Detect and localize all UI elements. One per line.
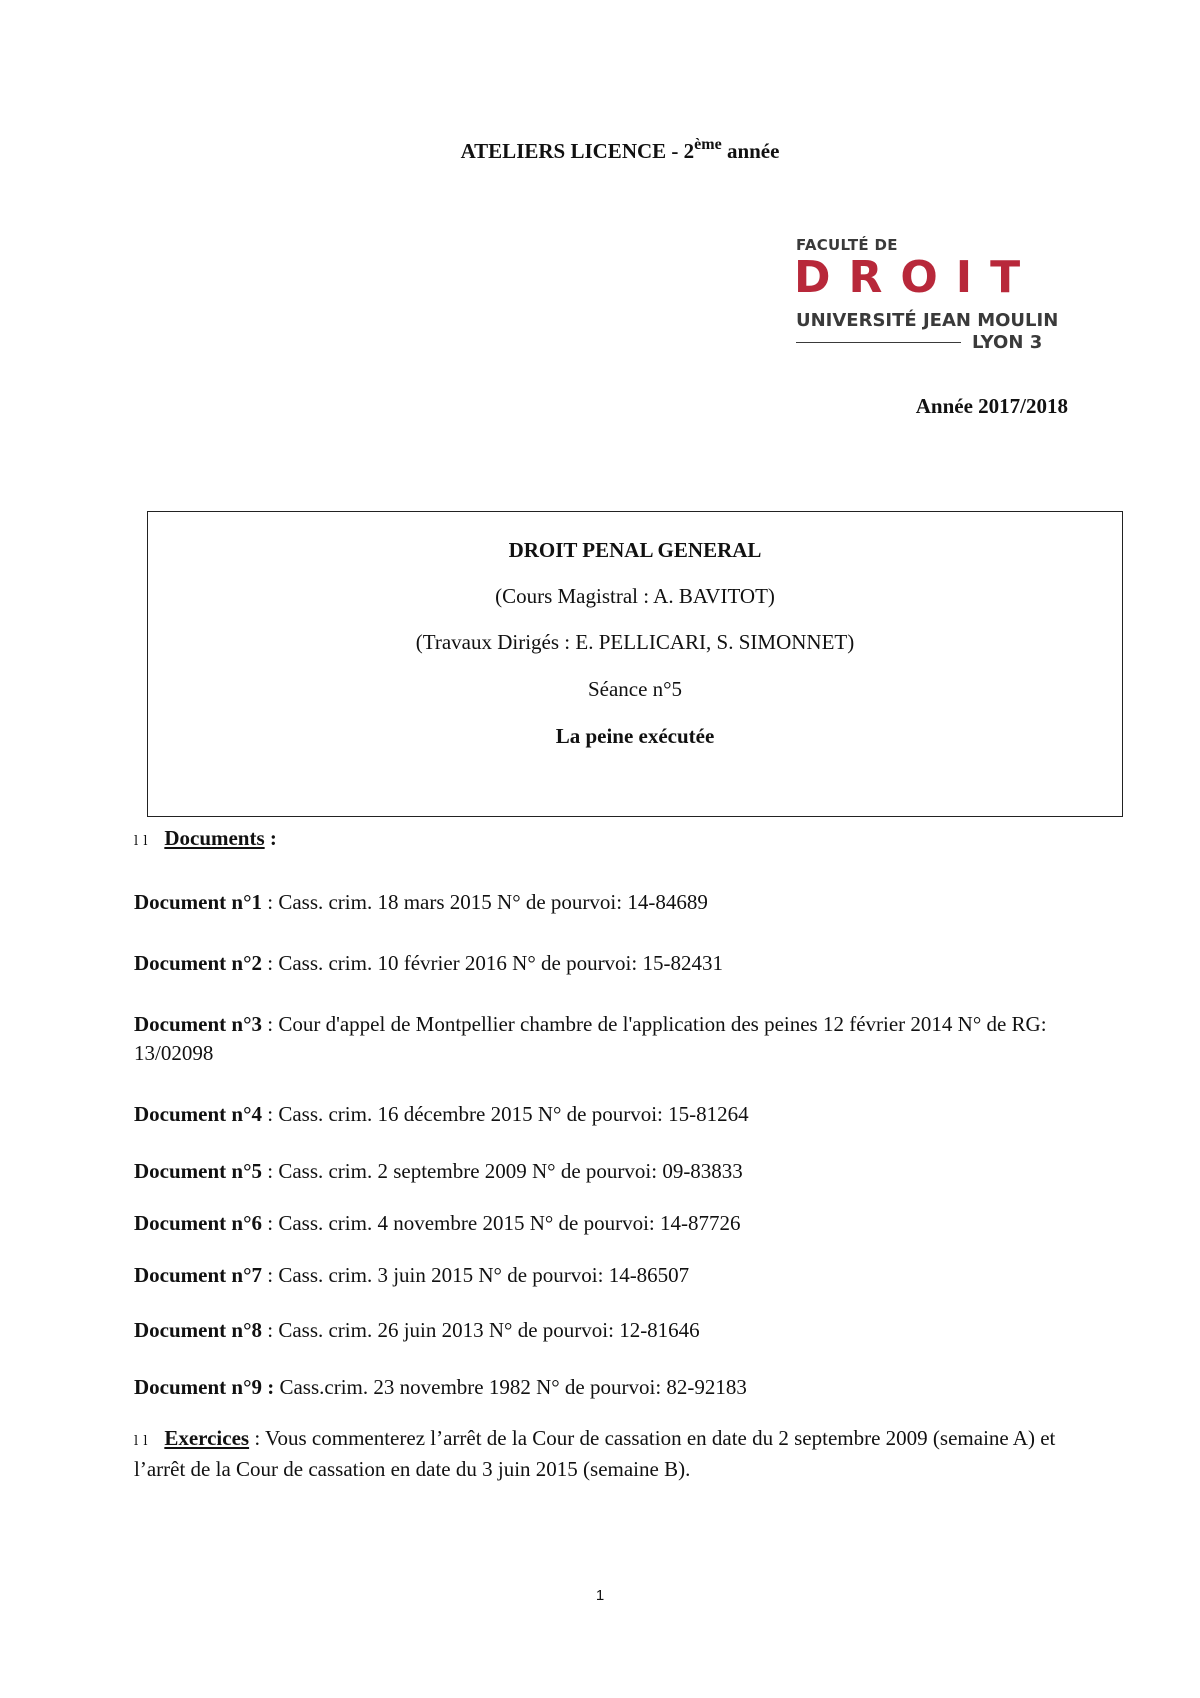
course-lecturer: (Cours Magistral : A. BAVITOT): [495, 584, 775, 608]
document-label: Document n°5: [134, 1159, 262, 1183]
document-item-2: [134, 949, 1094, 978]
title-superscript: ème: [694, 136, 722, 153]
document-label: Document n°8: [134, 1318, 262, 1342]
logo-divider: [796, 342, 961, 343]
document-item-1: [134, 888, 1094, 917]
document-item-9: [134, 1373, 1094, 1402]
documents-heading-label: Documents: [164, 826, 265, 850]
document-item-8: [134, 1316, 1094, 1345]
document-item-4: [134, 1100, 1094, 1129]
document-item-7: [134, 1261, 1094, 1290]
bullet-icon: ⅼ ⅼ: [134, 1433, 149, 1448]
document-label: Document n°9 :: [134, 1375, 275, 1399]
document-ref: : Cass. crim. 10 février 2016 N° de pourvoi: 15-82431: [261, 951, 723, 975]
exercises-heading: Exercices: [164, 1426, 250, 1450]
documents-heading: [134, 826, 277, 851]
exercises-paragraph: [134, 1424, 1094, 1484]
document-ref: : Cass. crim. 2 septembre 2009 N° de pourvoi: 09-83833: [261, 1159, 743, 1183]
session-subject: La peine exécutée: [555, 724, 715, 748]
document-label: Document n°1: [134, 890, 262, 914]
logo-line-faculte: FACULTÉ DE: [796, 236, 898, 254]
document-item-3: [134, 1010, 1094, 1068]
academic-year: Année 2017/2018: [915, 394, 1068, 418]
document-ref: : Cass. crim. 3 juin 2015 N° de pourvoi: 14-86507: [261, 1263, 690, 1287]
logo-line-universite: UNIVERSITÉ JEAN MOULIN: [796, 310, 1059, 331]
logo-line-droit: DROIT: [794, 252, 1039, 303]
page-title: [0, 136, 1200, 164]
title-text: ATELIERS LICENCE - 2: [460, 139, 695, 163]
bullet-icon: ⅼ ⅼ: [134, 833, 149, 848]
document-ref: : Cass. crim. 18 mars 2015 N° de pourvoi: 14-84689: [261, 890, 708, 914]
logo-line-lyon: LYON 3: [972, 332, 1043, 353]
course-tutors: (Travaux Dirigés : E. PELLICARI, S. SIMONNET): [415, 630, 855, 654]
document-item-6: [134, 1209, 1094, 1238]
document-label: Document n°6: [134, 1211, 262, 1235]
exercises-text: : Vous commenterez l’arrêt de la Cour de cassation en date du 2 septembre 2009 (semaine A) et l’arrêt de la Cour de cassation en date du 3 juin 2015 (semaine B).: [134, 1426, 1056, 1481]
page-number: 1: [595, 1587, 605, 1604]
documents-heading-suffix: :: [264, 826, 277, 850]
course-info-box: [147, 511, 1123, 817]
document-label: Document n°2: [134, 951, 262, 975]
document-label: Document n°4: [134, 1102, 262, 1126]
document-label: Document n°3: [134, 1012, 262, 1036]
document-ref: : Cass. crim. 26 juin 2013 N° de pourvoi: 12-81646: [261, 1318, 700, 1342]
faculty-logo: [794, 234, 1059, 354]
session-number: Séance n°5: [587, 677, 683, 701]
document-ref: : Cour d'appel de Montpellier chambre de l'application des peines 12 février 2014 N° de RG: 13/02098: [134, 1012, 1047, 1065]
document-ref: : Cass. crim. 4 novembre 2015 N° de pourvoi: 14-87726: [261, 1211, 741, 1235]
document-item-5: [134, 1157, 1094, 1186]
document-label: Document n°7: [134, 1263, 262, 1287]
document-ref: : Cass. crim. 16 décembre 2015 N° de pourvoi: 15-81264: [261, 1102, 749, 1126]
course-title: DROIT PENAL GENERAL: [508, 538, 762, 562]
title-text-end: année: [721, 139, 780, 163]
document-ref: Cass.crim. 23 novembre 1982 N° de pourvoi: 82-92183: [274, 1375, 747, 1399]
